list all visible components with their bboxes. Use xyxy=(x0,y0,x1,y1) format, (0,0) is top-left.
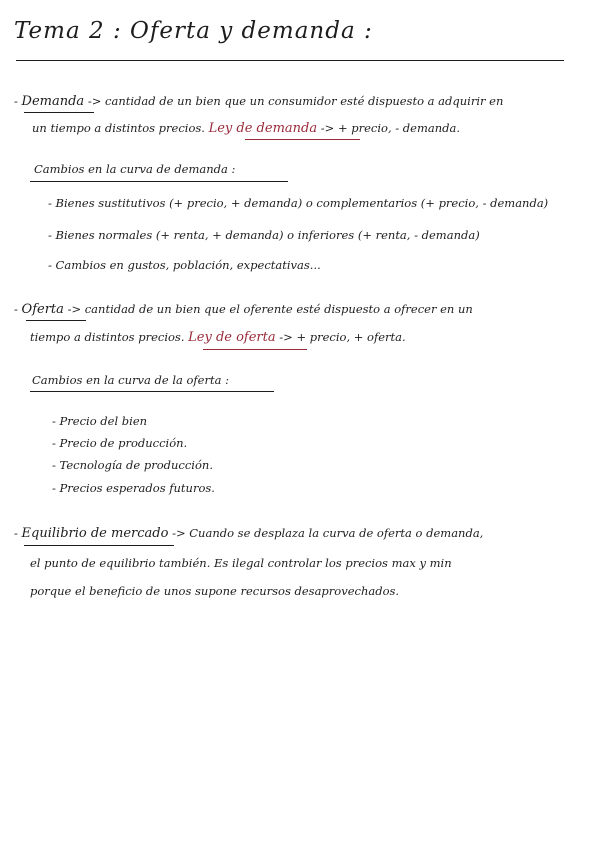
equilibrio-term-underline xyxy=(24,545,174,546)
page-title: Tema 2 : Oferta y demanda : xyxy=(14,18,373,44)
bullet-dash: - xyxy=(14,94,22,108)
demanda-definition: -> cantidad de un bien que un consumidor esté dispuesto a adquirir en xyxy=(87,94,504,108)
demanda-term: Demanda xyxy=(21,94,85,109)
equilibrio-definition-end: porque el beneficio de unos supone recursos desaprovechados. xyxy=(30,584,400,598)
equilibrio-definition: -> Cuando se desplaza la curva de oferta o demanda, xyxy=(172,526,484,540)
ley-demanda-rule: -> + precio, - demanda. xyxy=(320,121,461,135)
demanda-cambios-heading: Cambios en la curva de demanda : xyxy=(34,162,236,176)
demanda-cambios-underline xyxy=(30,181,288,182)
oferta-cambios-underline xyxy=(30,391,274,392)
oferta-term-underline xyxy=(26,320,86,321)
list-item: - Tecnología de producción. xyxy=(52,458,213,472)
title-underline xyxy=(16,60,564,61)
equilibrio-term: Equilibrio de mercado xyxy=(21,526,169,541)
oferta-definition-cont: tiempo a distintos precios. xyxy=(30,330,185,344)
bullet-dash: - xyxy=(14,302,22,316)
oferta-definition: -> cantidad de un bien que el oferente esté dispuesto a ofrecer en un xyxy=(67,302,473,316)
equilibrio-definition-cont: el punto de equilibrio también. Es ilegal controlar los precios max y min xyxy=(30,556,452,570)
list-item: - Precio de producción. xyxy=(52,436,188,450)
ley-oferta-rule: -> + precio, + oferta. xyxy=(279,330,406,344)
ley-demanda-underline xyxy=(245,139,360,140)
list-item: - Bienes normales (+ renta, + demanda) o inferiores (+ renta, - demanda) xyxy=(48,228,480,242)
demanda-definition-cont: un tiempo a distintos precios. xyxy=(32,121,205,135)
list-item: - Cambios en gustos, población, expectativas... xyxy=(48,258,321,272)
ley-oferta: Ley de oferta xyxy=(188,330,276,345)
list-item: - Bienes sustitutivos (+ precio, + demanda) o complementarios (+ precio, - demanda) xyxy=(48,196,549,210)
list-item: - Precio del bien xyxy=(52,414,148,428)
bullet-dash: - xyxy=(14,526,22,540)
demanda-term-underline xyxy=(24,112,94,113)
list-item: - Precios esperados futuros. xyxy=(52,481,215,495)
oferta-term: Oferta xyxy=(21,302,64,317)
oferta-cambios-heading: Cambios en la curva de la oferta : xyxy=(32,373,229,387)
ley-oferta-underline xyxy=(203,349,307,350)
ley-demanda: Ley de demanda xyxy=(208,121,318,136)
